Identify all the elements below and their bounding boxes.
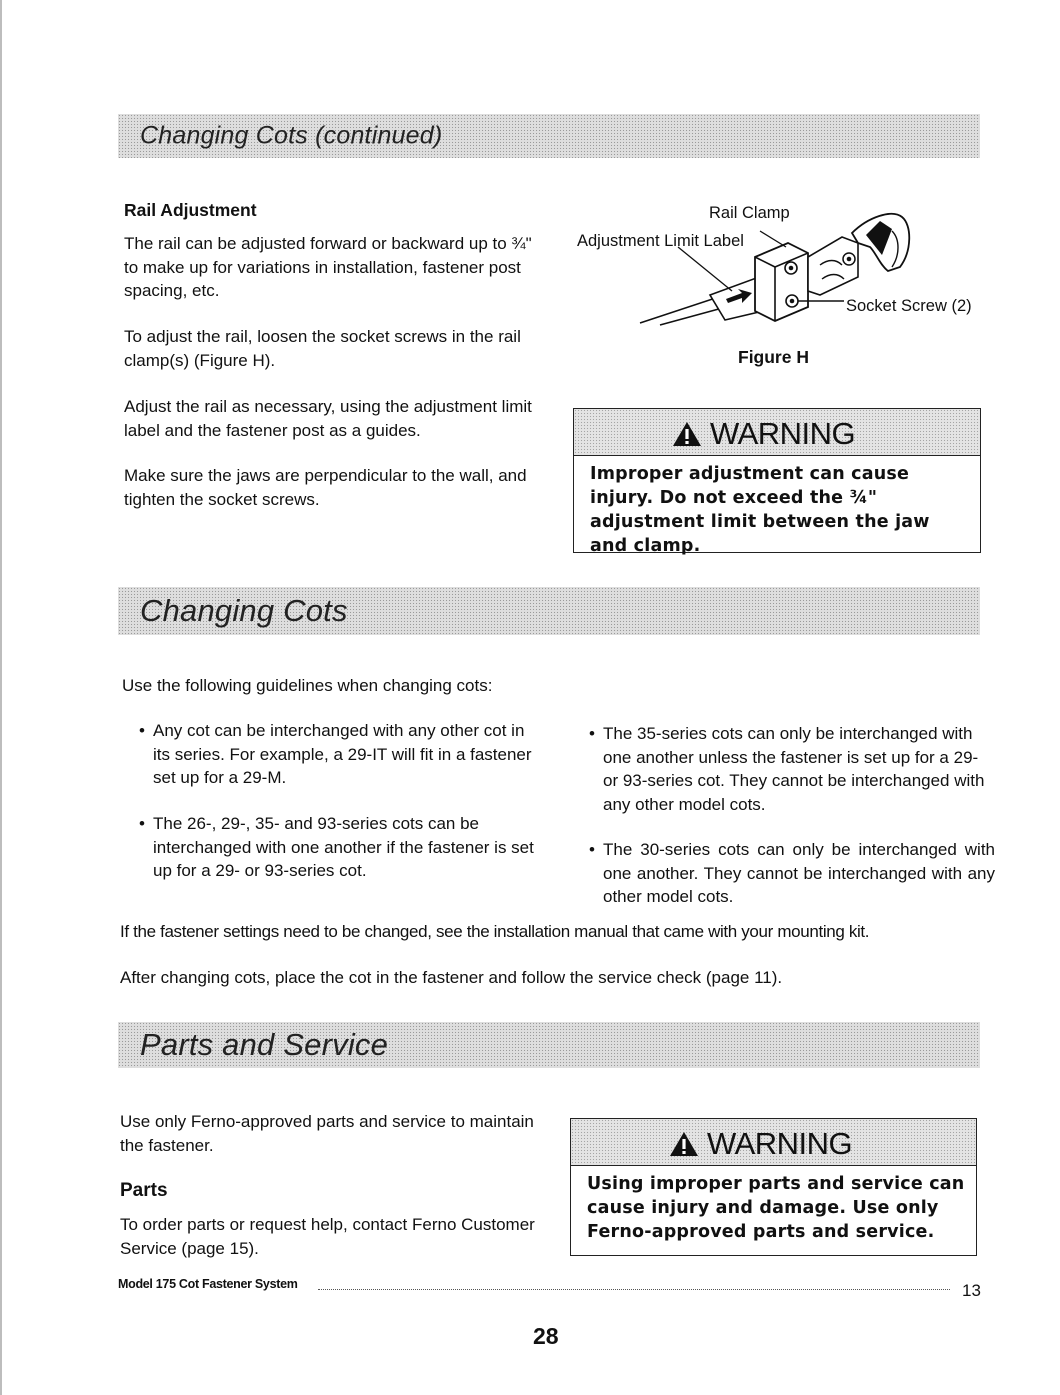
warning-title: WARNING — [707, 1126, 853, 1161]
footer-page-number: 13 — [962, 1281, 981, 1300]
rail-adjustment-heading: Rail Adjustment — [124, 200, 257, 220]
warning-header — [574, 409, 980, 456]
changing-cots-intro: Use the following guidelines when changing cots: — [122, 676, 493, 695]
bullet-right-1 — [589, 722, 995, 816]
parts-service-intro: Use only Ferno-approved parts and service to maintain the fastener. — [120, 1112, 534, 1155]
section-title: Parts and Service — [140, 1027, 389, 1062]
bullet-icon: • — [589, 840, 595, 859]
warning-triangle-icon — [672, 421, 702, 447]
section-banner-parts-and-service — [118, 1022, 980, 1068]
warning-text: Using improper parts and service can cause injury and damage. Use only Ferno-approved parts and service. — [587, 1174, 965, 1242]
figure-h-caption: Figure H — [738, 347, 809, 367]
warning-header — [571, 1119, 976, 1166]
bullet-left-1 — [139, 719, 545, 790]
bullet-text: The 35-series cots can only be interchanged with one another unless the fastener is set up for a 29- or 93-series cot. They cannot be interchanged with any other model cots. — [603, 724, 985, 814]
parts-heading: Parts — [120, 1180, 168, 1201]
section-banner-changing-cots — [118, 587, 980, 635]
bullet-text: The 26-, 29-, 35- and 93-series cots can be interchanged with one another if the fastener is set up for a 29- or 93-series cot. — [153, 814, 534, 880]
figure-label-socket-screw: Socket Screw (2) — [846, 297, 972, 315]
figure-h-rail-clamp-drawing — [630, 195, 920, 335]
bullet-text: The 30-series cots can only be interchanged with one another. They cannot be interchanged with any other model cots. — [603, 840, 995, 906]
bullet-icon: • — [139, 721, 145, 740]
after-changing-paragraph: After changing cots, place the cot in the fastener and follow the service check (page 11). — [120, 968, 783, 987]
warning-text: Improper adjustment can cause injury. Do not exceed the ¾" adjustment limit between the jaw and clamp. — [590, 464, 930, 556]
footer-dot-leader — [318, 1289, 950, 1290]
fastener-settings-paragraph: If the fastener settings need to be changed, see the installation manual that came with your mounting kit. — [120, 922, 870, 941]
warning-box-parts — [570, 1118, 977, 1256]
section-title: Changing Cots — [140, 593, 348, 628]
section-title: Changing Cots (continued) — [140, 121, 443, 150]
warning-triangle-icon — [669, 1131, 699, 1157]
rail-adjustment-paragraph-1: The rail can be adjusted forward or backward up to ¾" to make up for variations in installation, fastener post spacing, etc. — [124, 234, 532, 300]
bullet-right-2 — [589, 838, 995, 909]
rail-adjustment-paragraph-4: Make sure the jaws are perpendicular to the wall, and tighten the socket screws. — [124, 466, 527, 509]
rail-adjustment-paragraph-3: Adjust the rail as necessary, using the adjustment limit label and the fastener post as a guides. — [124, 397, 532, 440]
figure-label-rail-clamp: Rail Clamp — [709, 204, 790, 222]
bullet-text: Any cot can be interchanged with any other cot in its series. For example, a 29-IT will fit in a fastener set up for a 29-M. — [153, 721, 532, 787]
footer-doc-title: Model 175 Cot Fastener System — [118, 1277, 298, 1291]
rail-adjustment-paragraph-2: To adjust the rail, loosen the socket screws in the rail clamp(s) (Figure H). — [124, 327, 521, 370]
scan-page-number: 28 — [533, 1323, 559, 1349]
bullet-icon: • — [589, 724, 595, 743]
warning-box-adjustment — [573, 408, 981, 556]
page-edge — [0, 0, 2, 1395]
bullet-left-2 — [139, 812, 545, 883]
section-banner-changing-cots-continued — [118, 114, 980, 158]
bullet-icon: • — [139, 814, 145, 833]
figure-label-adjustment-limit: Adjustment Limit Label — [577, 232, 744, 250]
warning-title: WARNING — [710, 416, 856, 451]
parts-text: To order parts or request help, contact Ferno Customer Service (page 15). — [120, 1215, 535, 1258]
